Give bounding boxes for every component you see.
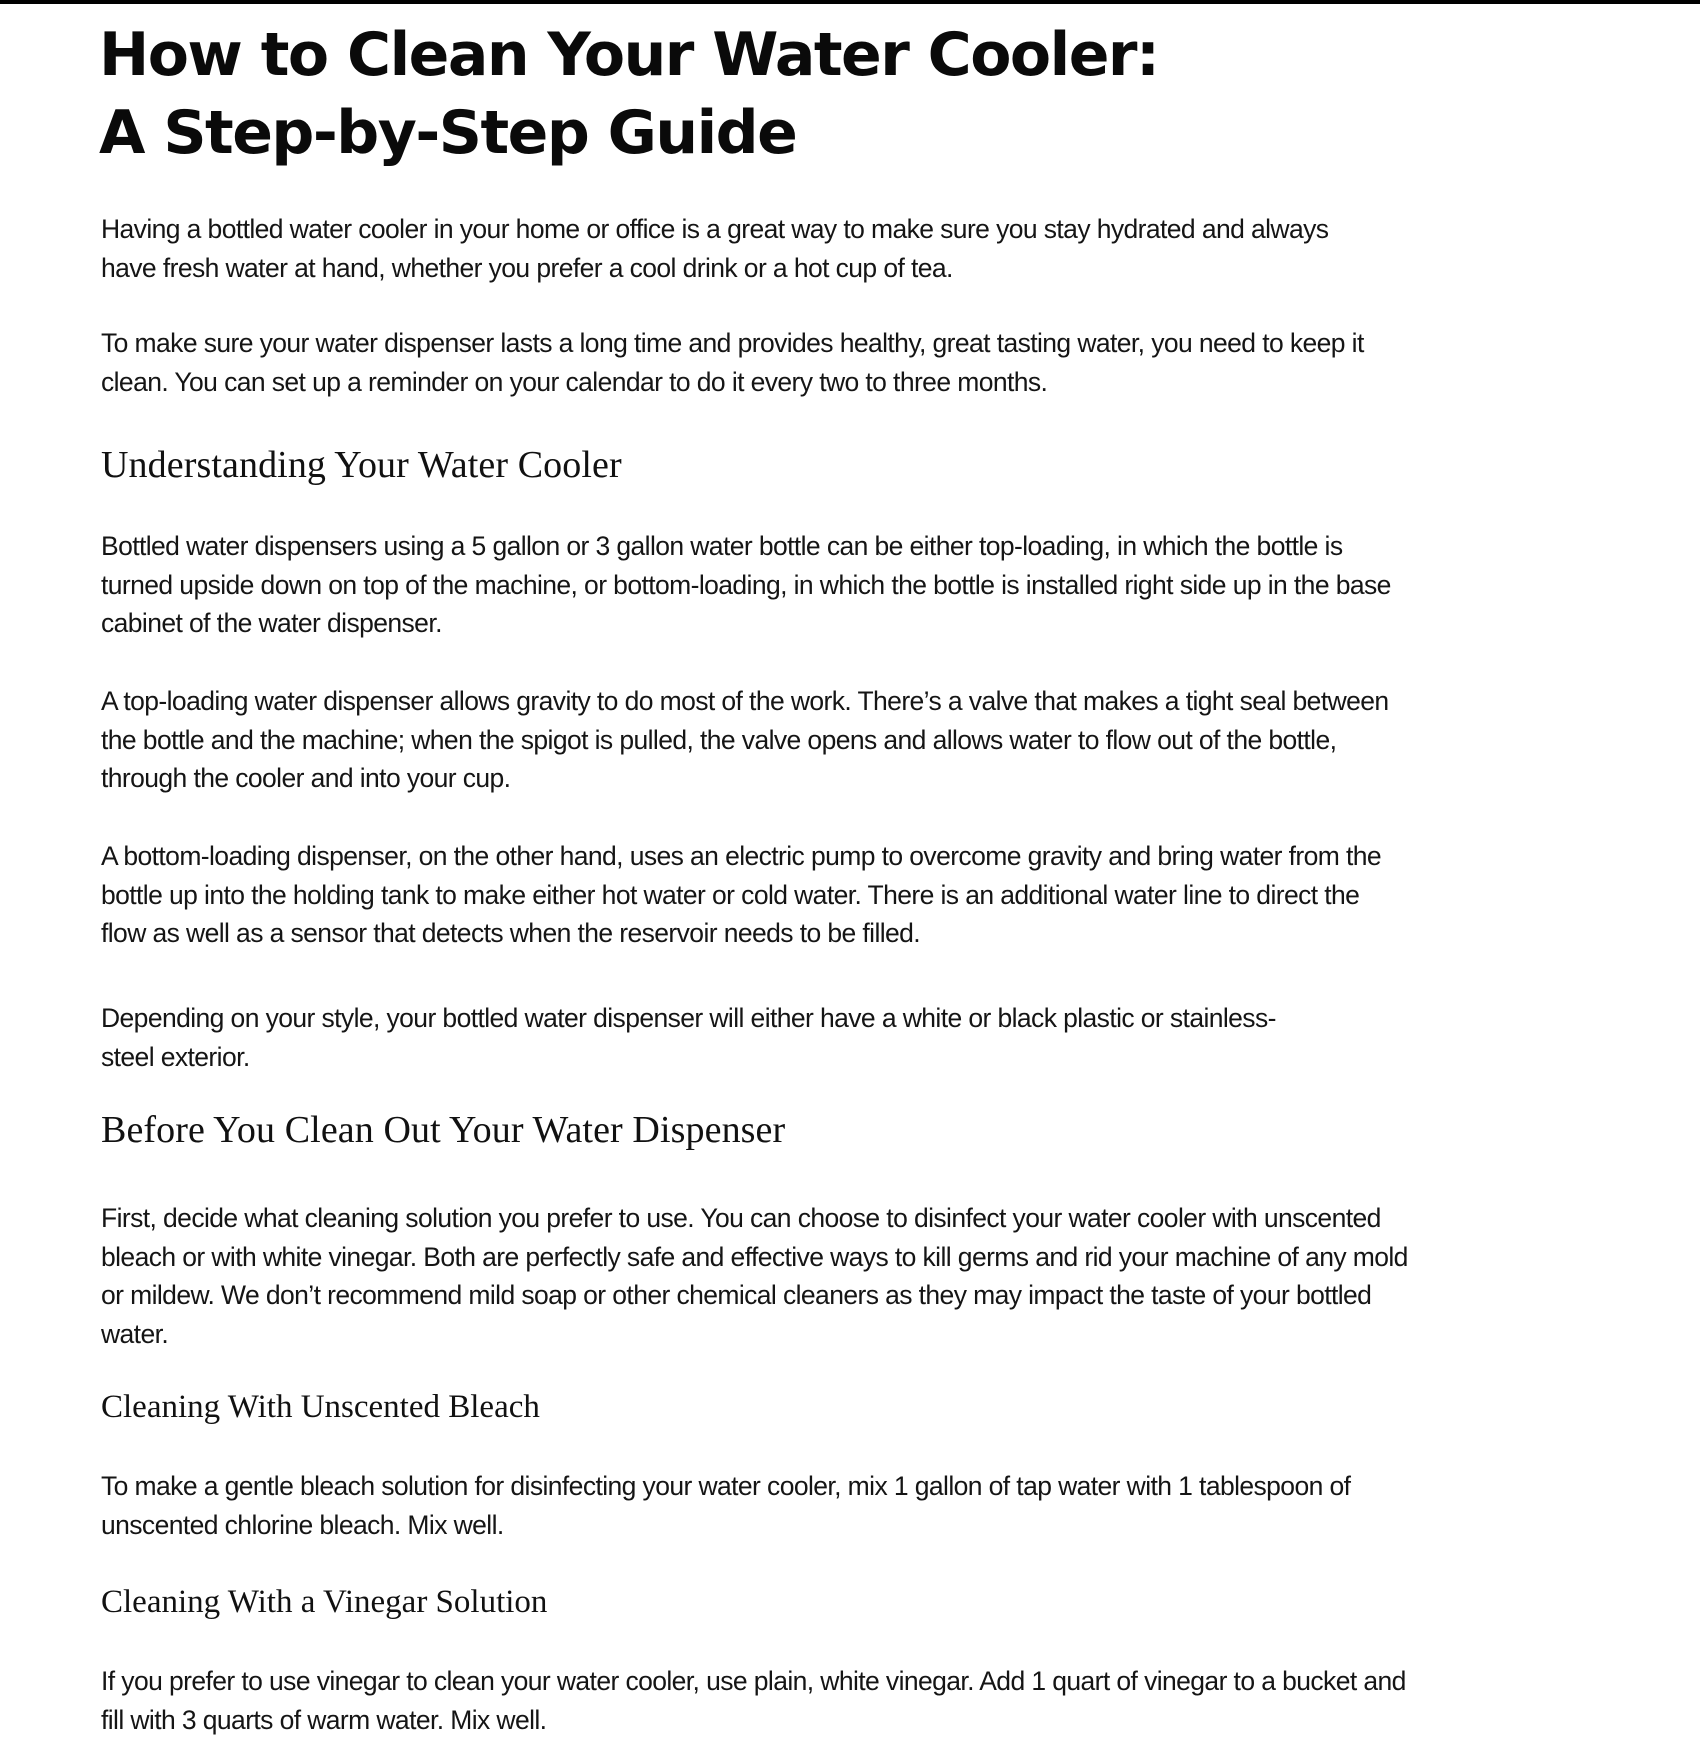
paragraph-vinegar-solution (101, 1662, 1406, 1739)
text-line: steel exterior. (101, 1041, 250, 1072)
text-line: bottle up into the holding tank to make either hot water or cold water. There is an additional water line to direct the (101, 879, 1360, 910)
text-line: unscented chlorine bleach. Mix well. (101, 1509, 504, 1540)
text-line: through the cooler and into your cup. (101, 763, 511, 793)
title-line-2: A Step-by-Step Guide (99, 98, 797, 168)
text-line: clean. You can set up a reminder on your calendar to do it every two to three months. (101, 366, 1048, 397)
text-line: Depending on your style, your bottled water dispenser will either have a white or black plastic or stainless- (101, 1003, 1276, 1033)
section-heading-before-you-clean: Before You Clean Out Your Water Dispenser (101, 1109, 786, 1151)
text-line: fill with 3 quarts of warm water. Mix well. (101, 1704, 547, 1735)
paragraph-dispenser-types (101, 527, 1391, 643)
text-line: If you prefer to use vinegar to clean your water cooler, use plain, white vinegar. Add 1 quart of vinegar to a bucket and (101, 1666, 1406, 1696)
text-line: Bottled water dispensers using a 5 gallon or 3 gallon water bottle can be either top-loading, in which the bottle is (101, 531, 1343, 561)
text-line: or mildew. We don’t recommend mild soap or other chemical cleaners as they may impact the taste of your bottled (101, 1280, 1372, 1310)
text-line: A bottom-loading dispenser, on the other hand, uses an electric pump to overcome gravity and bring water from the (101, 841, 1382, 871)
text-line: bleach or with white vinegar. Both are perfectly safe and effective ways to kill germs and rid your machine of any mold (101, 1241, 1408, 1272)
page-title (99, 16, 1159, 172)
text-line: the bottle and the machine; when the spigot is pulled, the valve opens and allows water to flow out of the bottle, (101, 724, 1337, 755)
paragraph-exterior (101, 999, 1276, 1076)
text-line: To make a gentle bleach solution for disinfecting your water cooler, mix 1 gallon of tap water with 1 tablespoon of (101, 1471, 1351, 1501)
paragraph-cleaning-solution (101, 1199, 1408, 1353)
section-heading-understanding: Understanding Your Water Cooler (101, 444, 622, 486)
text-line: First, decide what cleaning solution you prefer to use. You can choose to disinfect your water cooler with unscented (101, 1203, 1381, 1233)
text-line: To make sure your water dispenser lasts a long time and provides healthy, great tasting water, you need to keep it (101, 328, 1364, 358)
text-line: A top-loading water dispenser allows gravity to do most of the work. There’s a valve that makes a tight seal between (101, 686, 1389, 716)
text-line: turned upside down on top of the machine, or bottom-loading, in which the bottle is installed right side up in the base (101, 569, 1391, 600)
text-line: flow as well as a sensor that detects when the reservoir needs to be filled. (101, 918, 921, 948)
subsection-heading-bleach: Cleaning With Unscented Bleach (101, 1389, 540, 1425)
intro-paragraph-2 (101, 324, 1364, 401)
title-line-1: How to Clean Your Water Cooler: (99, 20, 1159, 90)
intro-paragraph-1 (101, 210, 1328, 287)
text-line: have fresh water at hand, whether you prefer a cool drink or a hot cup of tea. (101, 252, 953, 283)
text-line: cabinet of the water dispenser. (101, 608, 442, 638)
paragraph-bleach-solution (101, 1467, 1350, 1544)
top-border (0, 0, 1700, 4)
subsection-heading-vinegar: Cleaning With a Vinegar Solution (101, 1584, 548, 1620)
text-line: Having a bottled water cooler in your home or office is a great way to make sure you stay hydrated and always (101, 214, 1329, 244)
paragraph-top-loading (101, 682, 1389, 798)
paragraph-bottom-loading (101, 837, 1381, 953)
text-line: water. (101, 1318, 169, 1349)
